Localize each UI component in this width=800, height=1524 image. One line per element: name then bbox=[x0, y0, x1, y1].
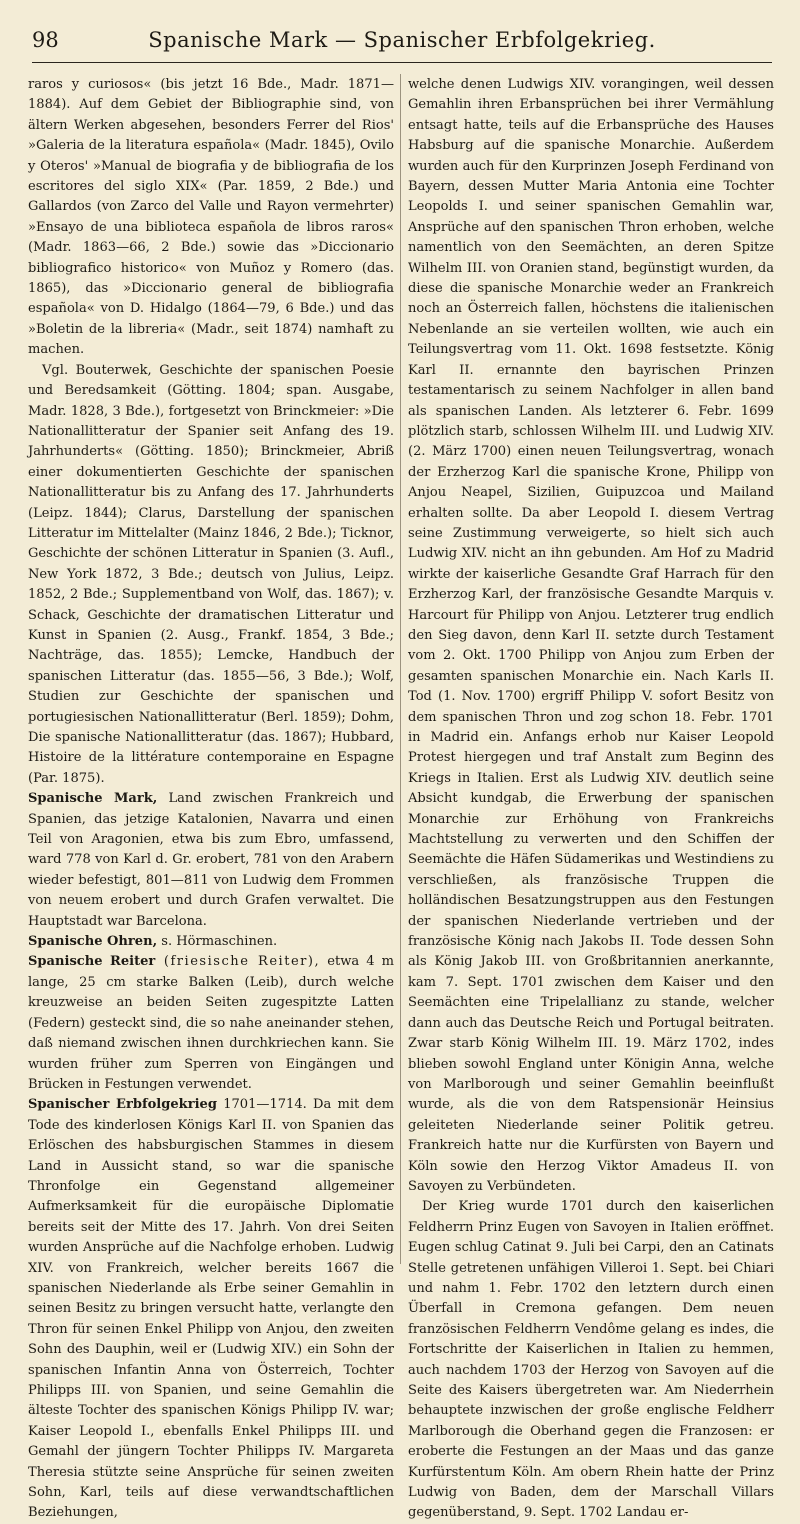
entry-spanischer-erbfolgekrieg bbox=[28, 1095, 394, 1524]
entry-headword: Spanische Mark, bbox=[28, 791, 158, 807]
entry-headword: Spanischer Erbfolgekrieg bbox=[28, 1097, 217, 1113]
entry-spanische-reiter bbox=[28, 952, 394, 1095]
entry-text: 1701—1714. Da mit dem Tode des kinderlosen Königs Karl II. von Spanien das Erlöschen des habsburgischen Stammes in diesem Land in Aussicht stand, so war die spanische Thronfolge ein Gegenstand allgemeiner Aufmerksamkeit für die europäische Diplomatie bereits seit der Mitte des 17. Jahrh. Von drei Seiten wurden Ansprüche auf die Nachfolge erhoben. Ludwig XIV. von Frankreich, welcher bereits 1667 die spanischen Niederlande als Erbe seiner Gemahlin in seinen Besitz zu bringen versucht hatte, verlangte den Thron für seinen Enkel Philipp von Anjou, den zweiten Sohn des Dauphin, weil er (Ludwig XIV.) ein Sohn der spanischen Infantin Anna von Österreich, Tochter Philipps III. von Spanien, und seine Gemahlin die älteste Tochter des spanischen Königs Philipp IV. war; Kaiser Leopold I., ebenfalls Enkel Philipps III. und Gemahl der jüngern Tochter Philipps IV. Margareta Theresia stützte seine Ansprüche für seinen zweiten Sohn, Karl, teils auf diese verwandtschaftlichen Beziehungen, bbox=[28, 1097, 394, 1521]
running-title: Spanische Mark — Spanischer Erbfolgekrieg. bbox=[148, 28, 656, 52]
page-header bbox=[32, 28, 772, 63]
entry-text: etwa 4 m lange, 25 cm starke Balken (Leib), durch welche kreuzweise an beiden Seiten zugespitzte Latten (Federn) gesteckt sind, die so nahe aneinander stehen, daß niemand zwischen ihnen durchkriechen kann. Sie wurden früher zum Sperren von Eingängen und Brücken in Festungen verwendet. bbox=[28, 954, 394, 1092]
entry-text: s. Hörmaschinen. bbox=[157, 934, 278, 950]
paragraph: welche denen Ludwigs XIV. vorangingen, weil dessen Gemahlin ihren Erbansprüchen bei ihrer Vermählung entsagt hatte, teils auf die Erbansprüche des Hauses Habsburg auf die spanische Monarchie. Außerdem wurden auch für den Kurprinzen Joseph Ferdinand von Bayern, dessen Mutter Maria Antonia eine Tochter Leopolds I. und seiner spanischen Gemahlin war, Ansprüche auf den spanischen Thron erhoben, welche namentlich von den Seemächten, an deren Spitze Wilhelm III. von Oranien stand, begünstigt wurden, da diese die spanische Monarchie weder an Frankreich noch an Österreich fallen, höchstens die italienischen Nebenlande an sie verteilen wollten, wie auch ein Teilungsvertrag vom 11. Okt. 1698 festsetzte. König Karl II. ernannte den bayrischen Prinzen testamentarisch zu seinem Nachfolger in allen band als spanischen Landen. Als letzterer 6. Febr. 1699 plötzlich starb, schlossen Wilhelm III. und Ludwig XIV. (2. März 1700) einen neuen Teilungsvertrag, wonach der Erzherzog Karl die spanische Krone, Philipp von Anjou Neapel, Sizilien, Guipuzcoa und Mailand erhalten sollte. Da aber Leopold I. diesem Vertrag seine Zustimmung verweigerte, so hielt sich auch Ludwig XIV. nicht an ihn gebunden. Am Hof zu Madrid wirkte der kaiserliche Gesandte Graf Harrach für den Erzherzog Karl, der französische Gesandte Marquis v. Harcourt für Philipp von Anjou. Letzterer trug endlich den Sieg davon, denn Karl II. setzte durch Testament vom 2. Okt. 1700 Philipp von Anjou zum Erben der gesamten spanischen Monarchie ein. Nach Karls II. Tod (1. Nov. 1700) ergriff Philipp V. sofort Besitz von dem spanischen Thron und zog schon 18. Febr. 1701 in Madrid ein. Anfangs erhob nur Kaiser Leopold Protest hiergegen und traf Anstalt zum Beginn des Kriegs in Italien. Erst als Ludwig XIV. deutlich seine Absicht kundgab, die Erwerbung der spanischen Monarchie zur Erhöhung von Frankreichs Machtstellung zu verwerten und den Schiffen der Seemächte die Häfen Südamerikas und Westindiens zu verschließen, als französische Truppen die holländischen Besatzungstruppen aus den Festungen der spanischen Niederlande vertrieben und der französische König nach Jakobs II. Tode dessen Sohn als König Jakob III. von Großbritannien anerkannte, kam 7. Sept. 1701 zwischen dem Kaiser und den Seemächten eine Tripelallianz zu stande, welcher dann auch das Deutsche Reich und Portugal beitraten. Zwar starb König Wilhelm III. 19. März 1702, indes blieben sowohl England unter Königin Anna, welche von Marlborough und seiner Gemahlin beeinflußt wurde, als die von dem Ratspensionär Heinsius geleiteten Niederlande seiner Politik getreu. Frankreich hatte nur die Kurfürsten von Bayern und Köln sowie den Herzog Viktor Amadeus II. von Savoyen zu Verbündeten. bbox=[408, 77, 774, 1194]
entry-headword: Spanische Ohren, bbox=[28, 934, 158, 950]
entry-text: Land zwischen Frankreich und Spanien, das jetzige Katalonien, Navarra und einen Teil von Aragonien, etwa bis zum Ebro, umfassend, ward 778 von Karl d. Gr. erobert, 781 von den Arabern wieder befestigt, 801—811 von Ludwig dem Frommen von neuem erobert und durch Grafen verwaltet. Die Hauptstadt war Barcelona. bbox=[28, 791, 394, 929]
entry-synonym: (friesische Reiter), bbox=[155, 954, 321, 970]
column-divider bbox=[400, 74, 401, 1264]
entry-spanische-mark bbox=[28, 789, 394, 932]
paragraph: raros y curiosos« (bis jetzt 16 Bde., Madr. 1871—1884). Auf dem Gebiet der Bibliographie sind, von ältern Werken abgesehen, besonders Ferrer del Rios' »Galeria de la literatura española« (Madr. 1845), Ovilo y Oteros' »Manual de biografia y de bibliografia de los escritores del siglo XIX« (Par. 1859, 2 Bde.) und Gallardos (von Zarco del Valle und Rayon vermehrter) »Ensayo de una biblioteca española de libros raros« (Madr. 1863—66, 2 Bde.) sowie das »Diccionario bibliografico historico« von Muñoz y Romero (das. 1865), das »Diccionario general de bibliografia española« von D. Hidalgo (1864—79, 6 Bde.) und das »Boletin de la libreria« (Madr., seit 1874) namhaft zu machen. bbox=[28, 77, 394, 358]
entry-spanische-ohren bbox=[28, 932, 394, 952]
paragraph: Vgl. Bouterwek, Geschichte der spanischen Poesie und Beredsamkeit (Götting. 1804; span. Ausgabe, Madr. 1828, 3 Bde.), fortgesetzt von Brinckmeier: »Die Nationallitteratur der Spanier seit Anfang des 19. Jahrhunderts« (Götting. 1850); Brinckmeier, Abriß einer dokumentierten Geschichte der spanischen Nationallitteratur bis zu Anfang des 17. Jahrhunderts (Leipz. 1844); Clarus, Darstellung der spanischen Litteratur im Mittelalter (Mainz 1846, 2 Bde.); Ticknor, Geschichte der schönen Litteratur in Spanien (3. Aufl., New York 1872, 3 Bde.; deutsch von Julius, Leipz. 1852, 2 Bde.; Supplementband von Wolf, das. 1867); v. Schack, Geschichte der dramatischen Litteratur und Kunst in Spanien (2. Ausg., Frankf. 1854, 3 Bde.; Nachträge, das. 1855); Lemcke, Handbuch der spanischen Litteratur (das. 1855—56, 3 Bde.); Wolf, Studien zur Geschichte der spanischen und portugiesischen Nationallitteratur (Berl. 1859); Dohm, Die spanische Nationallitteratur (das. 1867); Hubbard, Histoire de la littérature contemporaine en Espagne (Par. 1875). bbox=[28, 362, 394, 786]
right-column bbox=[408, 75, 774, 1524]
page-number: 98 bbox=[32, 28, 59, 52]
text-columns bbox=[28, 75, 774, 1524]
paragraph: Der Krieg wurde 1701 durch den kaiserlichen Feldherrn Prinz Eugen von Savoyen in Italien eröffnet. Eugen schlug Catinat 9. Juli bei Carpi, den an Catinats Stelle getretenen unfähigen Villeroi 1. Sept. bei Chiari und nahm 1. Febr. 1702 den letztern durch einen Überfall in Cremona gefangen. Dem neuen französischen Feldherrn Vendôme gelang es indes, die Fortschritte der Kaiserlichen in Italien zu hemmen, auch nachdem 1703 der Herzog von Savoyen auf die Seite des Kaisers übergetreten war. Am Niederrhein behauptete inzwischen der große englische Feldherr Marlborough die Oberhand gegen die Franzosen: er eroberte die Festungen an der Maas und das ganze Kurfürstentum Köln. Am obern Rhein hatte der Prinz Ludwig von Baden, dem der Marschall Villars gegenüberstand, 9. Sept. 1702 Landau er- bbox=[408, 1199, 774, 1521]
left-column bbox=[28, 75, 394, 1524]
entry-headword: Spanische Reiter bbox=[28, 954, 156, 970]
